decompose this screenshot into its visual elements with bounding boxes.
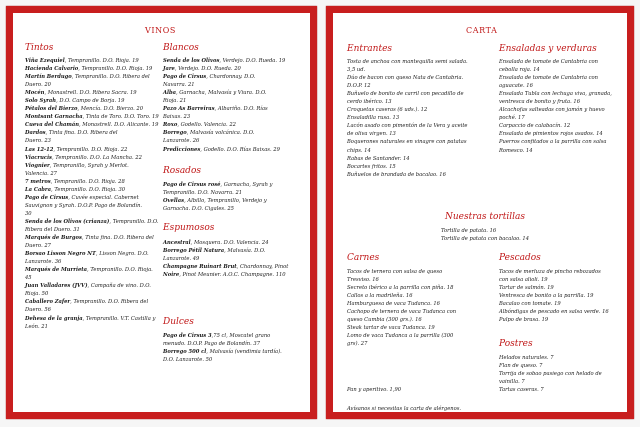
- menu-line: Ovellas, Albillo, Tempranillo, Verdejo y: [163, 198, 267, 205]
- menu-line: de oliva virgen. 13: [347, 131, 396, 138]
- menu-line: Dehesa de la granja, Tempranillo. V.T. Castilla y: [25, 315, 156, 322]
- menu-line: Ensalada de tomate de Cantabria con: [499, 59, 598, 65]
- menu-line: Ensalada Tubla con lechuga viva, granada,: [499, 91, 612, 98]
- menu-line: Jare, Verdejo. D.O. Rueda. 20: [163, 66, 241, 73]
- menu-line: Pago de Cirsus, Cuvée especial. Cabernet: [25, 194, 139, 201]
- menu-line: Ventresca de bonito a la parrilla. 19: [499, 293, 594, 300]
- menu-line: Steak tartar de vaca Tudanca. 19: [347, 325, 435, 332]
- menu-line: Carpaccio de calabacín. 12: [499, 123, 571, 130]
- menu-line: Marqués de Murrieta, Tempranillo. D.O. Rioja.: [25, 267, 153, 274]
- menu-line: Las 12-12, Tempranillo. D.O. Rioja. 22: [25, 146, 128, 153]
- tortillas-list: [441, 227, 561, 243]
- menu-line: Callos a la madrileña. 16: [347, 293, 413, 300]
- wine-list-paper: [13, 13, 310, 412]
- menu-line: Pago de Cirsus rosé, Garnacha, Syrah y: [163, 182, 273, 188]
- section-heading-tintos: Tintos: [25, 43, 54, 53]
- menu-line: Ensalada de pimientos rojos asados. 14: [499, 131, 603, 138]
- menu-line: Champagne Ruinart Brut, Chardonnay, Pinot: [163, 264, 289, 271]
- menu-line: Tosta de anchoa con mantequilla semi salada.: [347, 59, 468, 65]
- menu-line: Mocén, Monastrell. D.O. Ribera Sacra. 19: [25, 90, 137, 97]
- menu-line: 7 metros, Tempranillo. D.O. Rioja. 28: [25, 178, 125, 185]
- menu-line: Puerros confitados a la parrilla con salsa: [499, 139, 607, 146]
- menu-line: Tortilla de patata con bacalao. 14: [441, 236, 530, 243]
- menu-line: Bocartes fritos. 15: [347, 163, 396, 170]
- espumosos-list: [163, 239, 309, 279]
- section-heading-dulces: Dulces: [163, 317, 194, 327]
- menu-line: cerdo ibérico. 13: [347, 99, 392, 106]
- menu-line: Lomo de vaca Tudanca a la parrilla (300: [347, 333, 454, 340]
- section-heading-rosados: Rosados: [163, 166, 201, 176]
- menu-line: Lacón asado con pimentón de la Vera y aceite: [347, 123, 468, 130]
- menu-line: Secreto ibérico a la parrilla con piña. 18: [347, 285, 454, 292]
- food-menu-paper: [333, 13, 627, 412]
- menu-line: Viacrucis, Tempranillo. D.O. La Mancha. 22: [25, 154, 142, 161]
- menu-line: Rabas de Santander. 14: [347, 155, 410, 162]
- menu-line: Romesco. 14: [499, 147, 533, 154]
- menu-line: Hamburguesa de vaca Tudanca. 16: [347, 301, 440, 308]
- menu-line: Cueva del Chamán, Monastrell. D.O. Alicante. 19: [25, 122, 159, 129]
- menu-line: Rioja. 21: [163, 98, 187, 105]
- menu-line: Borrego Pétil Natura, Malvasía. D.O.: [163, 248, 266, 255]
- section-heading-postres: Postres: [499, 339, 533, 349]
- menu-line: queso Cumbia (300 grs.). 16: [347, 317, 422, 324]
- menu-line: Alba, Garnacha, Malvasía y Viura. D.O.: [163, 90, 267, 97]
- menu-line: D.O.P. 12: [347, 83, 371, 90]
- menu-line: León. 21: [25, 323, 48, 330]
- page-title: CARTA: [466, 26, 498, 35]
- menu-line: ventresca de bonito y fruta. 16: [499, 99, 581, 106]
- menu-line: Hacienda Calvario, Tempranillo. D.O. Rioja. 19: [25, 66, 153, 73]
- menu-line: Lanzarote. 26: [163, 138, 200, 145]
- menu-line: Tacos de ternera con salsa de queso: [347, 269, 443, 275]
- menu-line: Flan de queso. 7: [499, 363, 543, 370]
- entrantes-list: [347, 58, 491, 179]
- section-heading-tortillas: Nuestras tortillas: [445, 212, 525, 222]
- menu-line: Pulpo de brasa. 19: [499, 317, 549, 324]
- menu-line: D.O. Lanzarote. 50: [163, 357, 213, 364]
- menu-line: Cachopo de ternera de vaca Tudanca con: [347, 309, 457, 316]
- section-heading-blancos: Blancos: [163, 43, 199, 53]
- menu-line: Viognier, Tempranillo, Syrah y Merlot.: [25, 162, 129, 169]
- menu-line: Pétalos del Bierzo, Mencía. D.O. Bierzo. 20: [25, 106, 144, 113]
- menu-line: 45: [25, 275, 32, 282]
- section-heading-carnes: Carnes: [347, 253, 380, 263]
- menu-line: Duero. 56: [25, 307, 51, 314]
- menu-line: 30: [25, 210, 32, 217]
- section-heading-ensaladas: Ensaladas y verduras: [499, 44, 597, 54]
- menu-line: Dúo de bacon con queso Nata de Cantabria.: [347, 75, 464, 82]
- menu-line: Tacos de merluza de pincho rebozados: [499, 269, 601, 275]
- menu-line: Boquerones naturales en vinagre con patatas: [347, 139, 467, 146]
- menu-line: Bacalao con tomate. 19: [499, 301, 561, 308]
- menu-line: 3,5 ud.: [347, 67, 366, 74]
- menu-line: Duero. 20: [25, 82, 51, 89]
- menu-line: Ribera del Duero. 31: [25, 226, 80, 233]
- menu-line: Duero. 27: [25, 243, 51, 250]
- menu-line: aguacate. 16: [499, 83, 533, 90]
- menu-line: Caballero Zafer, Tempranillo. D.O. Ribera del: [25, 299, 149, 306]
- menu-line: con salsa alioli. 19: [499, 277, 548, 284]
- menu-line: Lanzarote. 49: [163, 256, 200, 263]
- menu-line: Sauvignon y Syrah. D.O.P. Pago de Bolandín.: [25, 202, 143, 209]
- menu-line: Senda de los Olivos (crianza), Tempranillo. D.O.: [25, 218, 159, 225]
- menu-line: Dardos, Tinta fina. D.O. Ribera del: [25, 130, 118, 137]
- menu-line: Helados naturales. 7: [499, 355, 554, 361]
- menu-line: Tortilla de patata. 16: [441, 228, 497, 234]
- food-menu-page: [326, 6, 634, 419]
- menu-line: Ensalada de tomate de Cantabria con: [499, 75, 598, 82]
- menu-line: vainilla. 7: [499, 379, 525, 386]
- blancos-list: [163, 57, 309, 154]
- menu-line: menudo. D.O.P. Pago de Bolandín. 37: [163, 341, 261, 348]
- menu-line: chips. 14: [347, 147, 371, 154]
- menu-line: Solo Syrah, D.O. Campo de Borja. 19: [25, 98, 125, 105]
- menu-line: cebolla roja. 14: [499, 67, 540, 74]
- rosados-list: [163, 181, 309, 213]
- menu-line: Borrego, Malvasía volcánica. D.O.: [163, 130, 255, 137]
- menu-line: Buñuelos de brandada de bacalao. 16: [347, 171, 446, 178]
- menu-line: Rioja. 50: [25, 291, 49, 298]
- menu-line: Croquetas caseras (6 uds.). 12: [347, 107, 428, 114]
- menu-line: Viña Ezequiel, Tempranillo. D.O. Rioja. 19: [25, 58, 139, 64]
- menu-line: Tartar de salmón. 19: [499, 285, 554, 292]
- menu-line: Buñuelo de bonito de carril con pecadillo de: [347, 91, 464, 98]
- menu-line: Pago de Cirsus, Chardonnay. D.O.: [163, 74, 256, 81]
- menu-line: Martín Berdugo, Tempranillo. D.O. Ribera del: [25, 74, 150, 81]
- postres-list: [499, 354, 625, 394]
- menu-line: Senda de los Olivos, Verdejo. D.O. Rueda. 19: [163, 58, 286, 64]
- pescados-list: [499, 268, 625, 324]
- menu-line: Noire, Pinot Meunier. A.O.C. Champagne. 110: [163, 272, 286, 279]
- menu-line: La Cabra, Tempranillo. D.O. Rioja. 30: [25, 186, 126, 193]
- menu-line: Ensaladilla rusa. 13: [347, 115, 400, 122]
- menu-line: poché. 17: [499, 115, 525, 122]
- menu-line: Garnacha. D.O. Cigales. 25: [163, 206, 234, 213]
- section-heading-pescados: Pescados: [499, 253, 541, 263]
- ensaladas-list: [499, 58, 625, 155]
- tintos-list: [25, 57, 161, 331]
- menu-line: Alcachofas salteadas con jamón y huevo: [499, 107, 605, 114]
- carnes-list: [347, 268, 491, 348]
- menu-line: Navarra. 21: [163, 82, 195, 89]
- menu-line: Juan Valladares (JVV), Campaña de vino. D.O.: [25, 283, 151, 290]
- menu-line: Ancestral, Mosquera. D.O. Valencia. 24: [163, 240, 269, 246]
- menu-line: Albóndigas de pescado en salsa verde. 16: [499, 309, 609, 316]
- menu-line: Duero. 23: [25, 138, 51, 145]
- menu-line: Pazo As Barreiras, Albariño. D.O. Rías: [163, 106, 268, 113]
- wine-list-page: [6, 6, 317, 419]
- menu-line: Tempranillo. D.O. Navarra. 21: [163, 190, 243, 197]
- pan-aperitivo: Pan y aperitivo. 1,90: [347, 387, 402, 393]
- menu-line: Torrija de sobao pasiego con helado de: [499, 371, 602, 378]
- menu-line: Borsao Lisson Negro NT, Lisson Negro. D.O.: [25, 251, 149, 258]
- menu-line: Montsant Garnacha, Tinta de Toro. D.O. Toro. 19: [25, 114, 159, 121]
- menu-line: Borrego 500 cl, Malvasía (vendimia tardía).: [163, 349, 282, 356]
- menu-line: Lanzarote. 36: [25, 259, 62, 266]
- menu-line: Pago de Cirsus 3,75 cl, Moscatel grano: [163, 333, 271, 339]
- menu-line: Tresviso. 16: [347, 277, 379, 284]
- menu-line: Baixas. 23: [163, 114, 191, 121]
- menu-line: Marqués de Burgos, Tinta fina. D.O. Ribera del: [25, 235, 154, 242]
- section-heading-espumosos: Espumosos: [163, 223, 215, 233]
- menu-line: grs). 27: [347, 341, 368, 348]
- dulces-list: [163, 332, 309, 364]
- menu-line: Valencia. 27: [25, 170, 57, 177]
- allergen-note: Avísanos si necesitas la carta de alérgenos.: [347, 406, 462, 412]
- menu-line: Predicciones, Godello. D.O. Rías Baixas. 29: [163, 146, 280, 153]
- section-heading-entrantes: Entrantes: [347, 44, 393, 54]
- menu-line: Roxo, Godello. Valencia. 22: [163, 122, 236, 129]
- menu-line: Tartas caseras. 7: [499, 387, 544, 394]
- page-title: VINOS: [145, 26, 176, 35]
